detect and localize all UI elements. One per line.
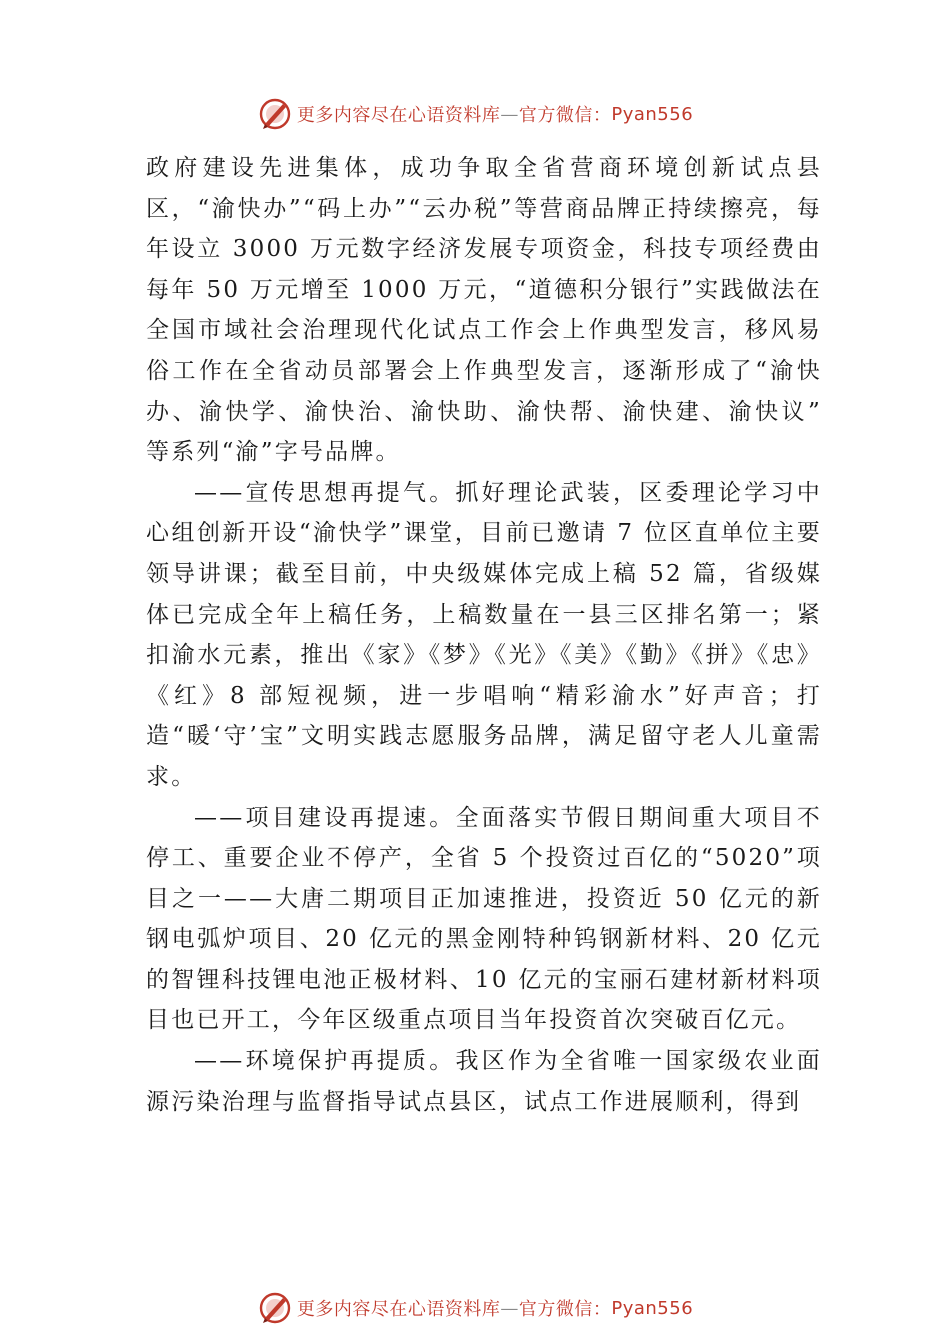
banner-title: 更多内容尽在心语资料库 <box>296 105 501 126</box>
banner-dash: — <box>500 103 519 125</box>
banner-wechat-id: Pyan556 <box>611 1297 694 1319</box>
paragraph: ——宣传思想再提气。抓好理论武装，区委理论学习中心组创新开设“渝快学”课堂，目前已邀请 7 位区直单位主要领导讲课；截至目前，中央级媒体完成上稿 52 篇，省级媒体已完成全年上稿任务，上稿数量在一县三区排名第一；紧扣渝水元素，推出《家》《梦》《光》《美》《勤》《拼》《忠》《红》8 部短视频，进一步唱响“精彩渝水”好声音；打造“暖‘守’宝”文明实践志愿服务品牌，满足留守老人儿童需求。 <box>146 479 822 790</box>
paragraph: ——项目建设再提速。全面落实节假日期间重大项目不停工、重要企业不停产，全省 5 个投资过百亿的“5020”项目之一——大唐二期项目正加速推进，投资近 50 亿元的新钢电弧炉项目、20 亿元的黑金刚特种钨钢新材料、20 亿元的智锂科技锂电池正极材料、10 亿元的宝丽石建材新材料项目也已开工，今年区级重点项目当年投资首次突破百亿元。 <box>146 804 822 1034</box>
paragraph: 政府建设先进集体，成功争取全省营商环境创新试点县区，“渝快办”“码上办”“云办税”等营商品牌正持续擦亮，每年设立 3000 万元数字经济发展专项资金，科技专项经费由每年 50 万元增至 1000 万元，“道德积分银行”实践做法在全国市域社会治理现代化试点工作会上作典型发言，移风易俗工作在全省动员部署会上作典型发言，逐渐形成了“渝快办、渝快学、渝快治、渝快助、渝快帮、渝快建、渝快议” 等系列“渝”字号品牌。 <box>146 155 822 466</box>
banner-wechat-label: 官方微信： <box>518 105 612 126</box>
banner-dash: — <box>500 1297 519 1319</box>
paragraph: ——环境保护再提质。我区作为全省唯一国家级农业面源污染治理与监督指导试点县区，试点工作进展顺利，得到 <box>146 1048 822 1115</box>
banner-wechat-label: 官方微信： <box>518 1299 612 1320</box>
banner-title: 更多内容尽在心语资料库 <box>296 1299 501 1320</box>
footer-banner <box>0 1288 950 1328</box>
document-body <box>146 148 822 1122</box>
pen-seal-icon <box>257 1290 293 1326</box>
pen-seal-icon <box>257 96 293 132</box>
banner-wechat-id: Pyan556 <box>611 103 694 125</box>
header-banner <box>0 94 950 134</box>
